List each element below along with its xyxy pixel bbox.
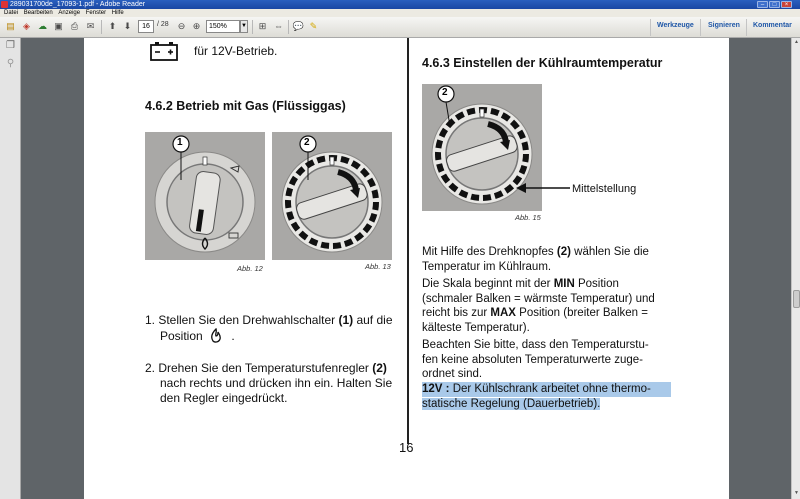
section-heading-temp: 4.6.3 Einstellen der Kühlraumtemperatur <box>422 56 663 70</box>
zoom-select[interactable]: 150% <box>206 20 240 33</box>
figure-12-knob-photo <box>145 132 265 260</box>
section-heading-gas: 4.6.2 Betrieb mit Gas (Flüssiggas) <box>145 99 346 113</box>
title-bar <box>0 0 800 9</box>
figure-13-label: 2 <box>304 137 310 148</box>
chevron-down-icon[interactable]: ▼ <box>240 20 248 33</box>
tools-button[interactable]: Werkzeuge <box>657 22 694 29</box>
battery-icon <box>148 40 180 62</box>
menu-fenster[interactable]: Fenster <box>85 10 107 16</box>
toolbar <box>0 17 800 38</box>
paragraph-2: Die Skala beginnt mit der MIN Position (schmaler Balken = wärmste Temperatur) und reicht bis zur MAX Position (breiter Balken = kälteste Temperatur). <box>422 278 655 334</box>
figure-15-label: 2 <box>442 87 448 98</box>
menu-datei[interactable]: Datei <box>4 10 19 16</box>
caption-abb-15: Abb. 15 <box>515 213 541 222</box>
print-icon[interactable]: ⎙ <box>70 21 79 31</box>
comment-icon[interactable]: 💬 <box>292 21 305 31</box>
save-icon[interactable]: ▣ <box>54 21 63 31</box>
vertical-scrollbar[interactable] <box>791 38 800 499</box>
step-2-line-3: den Regler eingedrückt. <box>160 391 288 405</box>
step-2-line-2: nach rechts und drücken ihn ein. Halten Sie <box>160 376 393 390</box>
pages-icon[interactable]: ❐ <box>6 40 15 51</box>
paragraph-3: Beachten Sie bitte, dass den Temperaturstu- fen keine absoluten Temperaturwerte zuge- ordnet sind. <box>422 339 649 381</box>
prev-page-icon[interactable]: ⬆ <box>108 21 117 31</box>
minimize-button[interactable]: – <box>757 1 768 8</box>
step-1-line-2: Position . <box>160 329 235 343</box>
highlight-icon[interactable]: ✎ <box>309 21 318 31</box>
page-total: / 28 <box>157 21 169 28</box>
page-number-input[interactable]: 16 <box>138 20 154 33</box>
step-1-line-1: 1. Stellen Sie den Drehwahlschalter (1) auf die <box>145 313 393 327</box>
next-page-icon[interactable]: ⬇ <box>123 21 132 31</box>
email-icon[interactable]: ✉ <box>86 21 95 31</box>
open-icon[interactable]: ▤ <box>6 21 15 31</box>
column-divider <box>407 38 409 444</box>
navigation-panel <box>0 38 21 499</box>
figure-13-knob-photo <box>272 132 392 260</box>
scrollbar-thumb[interactable] <box>793 290 800 308</box>
pdf-page <box>84 38 729 499</box>
step-2-line-1: 2. Drehen Sie den Temperaturstufenregler (2) <box>145 361 387 375</box>
figure-12-label: 1 <box>177 137 183 148</box>
create-pdf-icon[interactable]: ◈ <box>23 21 30 31</box>
caption-abb-13: Abb. 13 <box>365 262 391 271</box>
flame-icon <box>210 328 222 343</box>
attachment-icon[interactable]: ⚲ <box>6 58 15 69</box>
zoom-out-icon[interactable]: ⊖ <box>177 21 186 31</box>
menu-bearbeiten[interactable]: Bearbeiten <box>23 10 53 16</box>
share-icon[interactable]: ☁ <box>38 21 47 31</box>
menu-anzeige[interactable]: Anzeige <box>58 10 81 16</box>
fit-page-icon[interactable]: ⊞ <box>258 21 267 31</box>
arrow-icon <box>516 182 570 194</box>
mittelstellung-label: Mittelstellung <box>572 183 637 195</box>
fit-width-icon[interactable]: ⇔ <box>274 21 283 31</box>
paragraph-4-highlighted[interactable]: 12V : Der Kühlschrank arbeitet ohne thermo- statische Regelung (Dauerbetrieb). <box>422 382 671 411</box>
close-button[interactable]: × <box>781 1 792 8</box>
page-number: 16 <box>399 440 414 455</box>
caption-abb-12: Abb. 12 <box>237 264 263 273</box>
sign-button[interactable]: Signieren <box>708 22 740 29</box>
paragraph-1: Mit Hilfe des Drehknopfes (2) wählen Sie die Temperatur im Kühlraum. <box>422 246 649 273</box>
window-title: 289031700de_17093-1.pdf - Adobe Reader <box>10 1 146 8</box>
menu-bar <box>0 9 800 17</box>
comment-button[interactable]: Kommentar <box>753 22 792 29</box>
maximize-button[interactable]: □ <box>769 1 780 8</box>
adobe-reader-icon <box>1 1 8 8</box>
scroll-down-icon[interactable]: ▼ <box>794 490 799 496</box>
menu-hilfe[interactable]: Hilfe <box>111 10 124 16</box>
scroll-up-icon[interactable]: ▲ <box>794 39 799 45</box>
zoom-in-icon[interactable]: ⊕ <box>192 21 201 31</box>
battery-text: für 12V-Betrieb. <box>194 44 278 58</box>
